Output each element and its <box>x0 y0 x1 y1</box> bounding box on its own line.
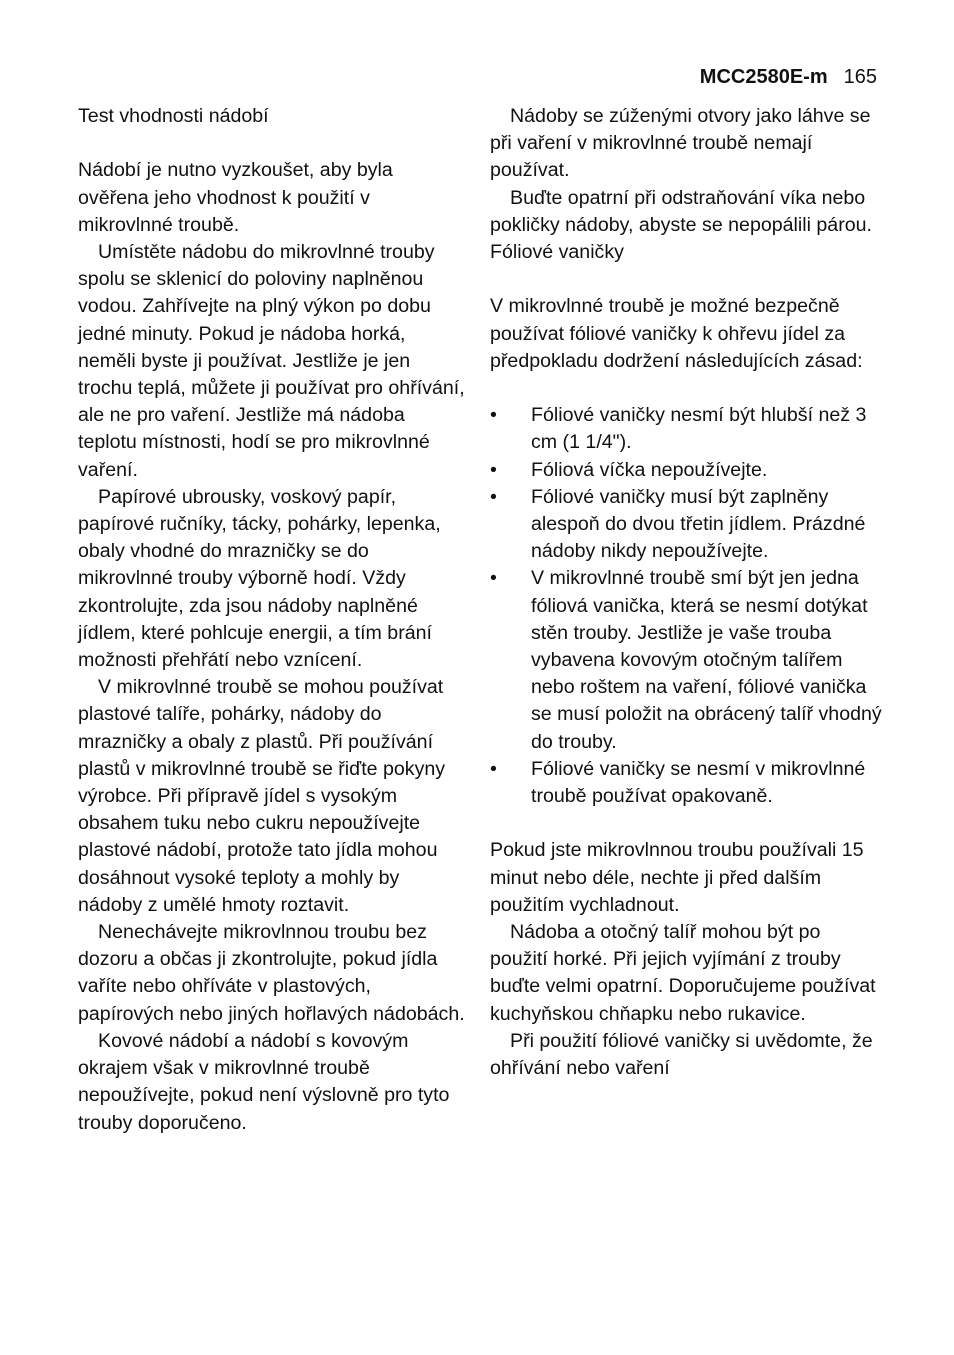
spacer <box>78 130 468 157</box>
paragraph: Nádoba a otočný talíř mohou být po použití horké. Při jejich vyjímání z trouby buďte velmi opatrní. Doporučujeme používat kuchyňskou chňapku nebo rukavice. <box>490 921 876 1025</box>
section-heading-dish-test: Test vhodnosti nádobí <box>78 105 269 127</box>
list-item: • Fóliové vaničky musí být zaplněny alespoň do dvou třetin jídlem. Prázdné nádoby nikdy nepoužívejte. <box>490 484 882 566</box>
spacer <box>490 375 882 402</box>
foil-tray-rules-list <box>490 402 882 810</box>
left-column <box>78 103 468 1137</box>
right-column <box>490 103 882 1082</box>
list-item: • Fóliová víčka nepoužívejte. <box>490 457 882 484</box>
paragraph: Kovové nádobí a nádobí s kovovým okrajem však v mikrovlnné troubě nepoužívejte, pokud není výslovně pro tyto trouby doporučeno. <box>78 1029 450 1134</box>
paragraph: Buďte opatrní při odstraňování víka nebo pokličky nádoby, abyste se nepopálili párou. <box>490 186 872 236</box>
list-item: • Fóliové vaničky se nesmí v mikrovlnné troubě používat opakovaně. <box>490 756 882 810</box>
paragraph: Umístěte nádobu do mikrovlnné trouby spolu se sklenicí do poloviny naplněnou vodou. Zahřívejte na plný výkon po dobu jedné minuty. Pokud je nádoba horká, neměli byste ji používat. Jestliže je jen trochu teplá, můžete ji používat pro ohřívání, ale ne pro vaření. Jestliže má nádoba teplotu místnosti, hodí se pro mikrovlnné vaření. <box>78 241 465 481</box>
paragraph: Pokud jste mikrovlnnou troubu používali 15 minut nebo déle, nechte ji před dalším použitím vychladnout. <box>490 839 864 916</box>
paragraph: Papírové ubrousky, voskový papír, papírové ručníky, tácky, pohárky, lepenka, obaly vhodné do mrazničky se do mikrovlnné trouby výborně hodí. Vždy zkontrolujte, zda jsou nádoby naplněné jídlem, které pohlcuje energii, a tím brání možnosti přehřátí nebo vznícení. <box>78 485 441 672</box>
paragraph: Nenechávejte mikrovlnnou troubu bez dozoru a občas ji zkontrolujte, pokud jídla vaříte nebo ohříváte v plastových, papírových nebo jiných hořlavých nádobách. <box>78 921 465 1025</box>
model-name: MCC2580E-m <box>699 66 828 88</box>
page-number: 165 <box>843 66 877 88</box>
page-header <box>700 64 877 90</box>
spacer <box>490 266 882 293</box>
paragraph: V mikrovlnné troubě se mohou používat plastové talíře, pohárky, nádoby do mrazničky a obaly z plastů. Při používání plastů v mikrovlnné troubě se řiďte pokyny výrobce. Při přípravě jídel s vysokým obsahem tuku nebo cukru nepoužívejte plastové nádobí, protože tato jídla mohou dosáhnout vysoké teploty a mohly by nádoby z umělé hmoty roztavit. <box>78 676 446 916</box>
list-item: • V mikrovlnné troubě smí být jen jedna fóliová vanička, která se nesmí dotýkat stěn trouby. Jestliže je vaše trouba vybavena kovovým otočným talířem nebo roštem na vaření, fóliové vanička se musí položit na obrácený talíř vhodný do trouby. <box>490 565 882 755</box>
spacer <box>490 810 882 837</box>
list-item: • Fóliové vaničky nesmí být hlubší než 3 cm (1 1/4"). <box>490 402 882 456</box>
paragraph: V mikrovlnné troubě je možné bezpečně používat fóliové vaničky k ohřevu jídel za předpokladu dodržení následujících zásad: <box>490 295 863 372</box>
paragraph: Při použití fóliové vaničky si uvědomte, že ohřívání nebo vaření <box>490 1029 873 1080</box>
section-heading-foil-trays: Fóliové vaničky <box>490 241 624 264</box>
paragraph: Nádoby se zúženými otvory jako láhve se při vaření v mikrovlnné troubě nemají používat. <box>490 105 871 182</box>
paragraph: Nádobí je nutno vyzkoušet, aby byla ověřena jeho vhodnost k použití v mikrovlnné troubě. <box>78 159 393 236</box>
